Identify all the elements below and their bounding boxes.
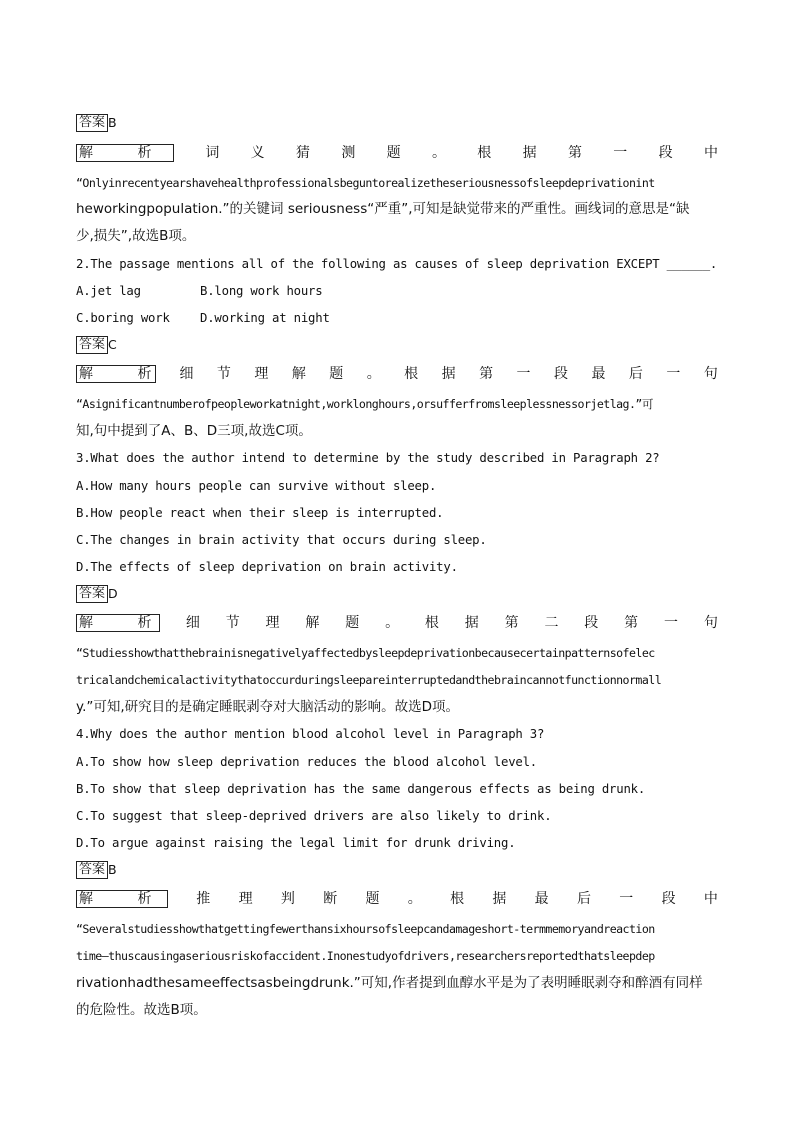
- explain-word: 根: [450, 891, 465, 907]
- explain-word: 猜: [295, 145, 310, 161]
- explain-word: 根: [404, 366, 419, 382]
- explain-word: 。: [407, 891, 422, 907]
- explain-word: 节: [216, 366, 231, 382]
- explain-word: 后: [628, 366, 643, 382]
- explain-word: 词: [205, 145, 220, 161]
- explain-text: 的危险性。故选B项。: [76, 1002, 207, 1018]
- explain-word: 段: [553, 366, 568, 382]
- explain-word: 题: [329, 366, 344, 382]
- explain-word: 理: [254, 366, 269, 382]
- explain-word: 句: [703, 615, 718, 631]
- answer-label: 答案: [76, 861, 108, 879]
- explain-row-1: [76, 144, 718, 162]
- explain-word: 一: [516, 366, 531, 382]
- explain-word: 最: [591, 366, 606, 382]
- explain-row-4: [76, 890, 718, 908]
- explain-text: tricalandchemicalactivitythatoccurduringsleepareinterruptedandthebraincannotfunctionnormall: [76, 673, 662, 687]
- explain-word: 中: [703, 145, 718, 161]
- answer-row-3: [76, 585, 718, 603]
- answer-value: B: [108, 862, 117, 877]
- option-b: B.long work hours: [200, 284, 323, 298]
- explain-word: 据: [441, 366, 456, 382]
- explain-row-2: [76, 365, 718, 383]
- answer-row-1: [76, 114, 718, 132]
- explain-word: 二: [544, 615, 559, 631]
- explain-word: 第: [567, 145, 582, 161]
- explain-text: “Onlyinrecentyearshavehealthprofessionalsbeguntorealizetheseriousnessofsleepdeprivationint: [76, 176, 655, 190]
- explain-word: 段: [658, 145, 673, 161]
- explain-word: 判: [280, 891, 295, 907]
- explain-text: heworkingpopulation.”的关键词 seriousness“严重”,可知是缺觉带来的严重性。画线词的意思是“缺: [76, 201, 690, 217]
- explain-text: 少,损失”,故选B项。: [76, 228, 196, 244]
- option-a: A.jet lag: [76, 284, 141, 298]
- explain-word: 中: [703, 891, 718, 907]
- explain-word: 第: [479, 366, 494, 382]
- explain-word: 根: [424, 615, 439, 631]
- explain-word: 解: [291, 366, 306, 382]
- explain-word: 细: [179, 366, 194, 382]
- option-b: B.How people react when their sleep is interrupted.: [76, 506, 444, 520]
- explain-word: 测: [341, 145, 356, 161]
- explain-word: 据: [522, 145, 537, 161]
- explain-word: 一: [663, 615, 678, 631]
- explain-word: 句: [703, 366, 718, 382]
- explain-word: 。: [431, 145, 446, 161]
- question-text: 2.The passage mentions all of the following as causes of sleep deprivation EXCEPT ______.: [76, 257, 718, 271]
- explain-word: 解: [305, 615, 320, 631]
- explain-word: 义: [250, 145, 265, 161]
- option-row: [76, 309, 718, 327]
- explain-word: 断: [323, 891, 338, 907]
- explain-word: 据: [464, 615, 479, 631]
- explain-text: “Studiesshowthatthebrainisnegativelyaffectedbysleepdeprivationbecausecertainpatternsofelec: [76, 646, 655, 660]
- option-a: A.How many hours people can survive without sleep.: [76, 479, 437, 493]
- option-a: A.To show how sleep deprivation reduces the blood alcohol level.: [76, 755, 538, 769]
- explain-word: 题: [365, 891, 380, 907]
- answer-label: 答案: [76, 336, 108, 354]
- option-c: C.The changes in brain activity that occurs during sleep.: [76, 533, 487, 547]
- answer-value: D: [108, 586, 118, 601]
- explain-text: rivationhadthesameeffectsasbeingdrunk.”可知,作者提到血醇水平是为了表明睡眠剥夺和醉酒有同样: [76, 975, 703, 991]
- answer-row-4: [76, 861, 718, 879]
- explain-word: 后: [576, 891, 591, 907]
- answer-row-2: [76, 336, 718, 354]
- explain-label: 解 析: [76, 614, 160, 632]
- explain-text: y.”可知,研究目的是确定睡眠剥夺对大脑活动的影响。故选D项。: [76, 699, 460, 715]
- explain-text: “Severalstudiesshowthatgettingfewerthansixhoursofsleepcandamageshort-termmemoryandreaction: [76, 922, 655, 936]
- explain-word: 一: [666, 366, 681, 382]
- question-text: 4.Why does the author mention blood alcohol level in Paragraph 3?: [76, 727, 545, 741]
- explain-word: 题: [345, 615, 360, 631]
- explain-word: 题: [386, 145, 401, 161]
- option-c: C.boring work: [76, 311, 170, 325]
- explain-word: 据: [492, 891, 507, 907]
- explain-label: 解 析: [76, 890, 168, 908]
- explain-word: 最: [534, 891, 549, 907]
- explain-word: 理: [265, 615, 280, 631]
- explain-word: 。: [385, 615, 400, 631]
- question-text: 3.What does the author intend to determine by the study described in Paragraph 2?: [76, 451, 660, 465]
- explain-row-3: [76, 614, 718, 632]
- explain-word: 一: [619, 891, 634, 907]
- answer-label: 答案: [76, 585, 108, 603]
- answer-value: C: [108, 337, 117, 352]
- option-row: [76, 282, 718, 300]
- explain-word: 细: [185, 615, 200, 631]
- explain-text: “Asignificantnumberofpeopleworkatnight,worklonghours,orsufferfromsleeplessnessorjetlag.”可: [76, 397, 653, 411]
- explain-text: 知,句中提到了A、B、D三项,故选C项。: [76, 423, 312, 439]
- option-d: D.The effects of sleep deprivation on brain activity.: [76, 560, 458, 574]
- answer-label: 答案: [76, 114, 108, 132]
- option-c: C.To suggest that sleep-deprived drivers are also likely to drink.: [76, 809, 552, 823]
- option-d: D.working at night: [200, 311, 330, 325]
- explain-word: 根: [477, 145, 492, 161]
- explain-word: 第: [504, 615, 519, 631]
- explain-word: 。: [366, 366, 381, 382]
- explain-text: time—thuscausingaseriousriskofaccident.Inonestudyofdrivers,researchersreportedthatsleepdep: [76, 949, 655, 963]
- explain-word: 段: [584, 615, 599, 631]
- explain-word: 推: [196, 891, 211, 907]
- explain-word: 一: [613, 145, 628, 161]
- explain-word: 第: [624, 615, 639, 631]
- explain-word: 节: [225, 615, 240, 631]
- option-b: B.To show that sleep deprivation has the same dangerous effects as being drunk.: [76, 782, 646, 796]
- explain-label: 解 析: [76, 365, 156, 383]
- option-d: D.To argue against raising the legal limit for drunk driving.: [76, 836, 516, 850]
- explain-label: 解 析: [76, 144, 174, 162]
- explain-word: 理: [238, 891, 253, 907]
- answer-value: B: [108, 115, 117, 130]
- explain-word: 段: [661, 891, 676, 907]
